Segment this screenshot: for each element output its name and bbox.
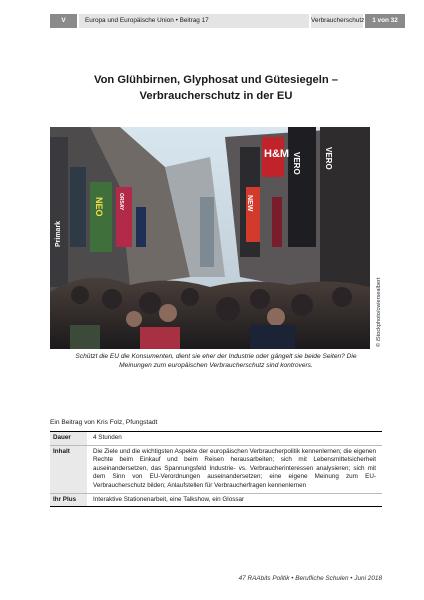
page-title bbox=[50, 72, 382, 104]
topic-label: Verbraucherschutz bbox=[311, 14, 363, 28]
info-row-plus bbox=[50, 493, 382, 507]
caption-line-2: Meinungen zum europäischen Verbraucherschutz sind kontrovers. bbox=[119, 362, 313, 369]
info-value: Die Ziele und die wichtigsten Aspekte der europäischen Verbraucherpolitik kennenlernen; die eigenen Rechte beim Einkauf und beim Reisen herausarbeiten; sich mit Lebensmittelsicherheit auseinandersetzen, das Spannungsfeld Industrie- vs. Verbraucherinteressen analysieren; sich mit dem Sinn von EU-Verordnungen auseinandersetzen; eine eigene Meinung zum EU-Verbraucherschutz bilden; Anlaufstellen für Verbraucherfragen kennenlernen bbox=[93, 447, 376, 489]
info-value: 4 Stunden bbox=[93, 434, 122, 441]
info-key: Inhalt bbox=[50, 446, 87, 493]
info-key: Dauer bbox=[50, 432, 87, 445]
info-value: Interaktive Stationenarbeit, eine Talkshow, ein Glossar bbox=[93, 495, 245, 503]
sign-vero-1: VERO bbox=[292, 152, 301, 175]
author-line: Ein Beitrag von Kris Folz, Pfungstadt bbox=[50, 419, 158, 426]
series-label: Europa und Europäische Union • Beitrag 17 bbox=[79, 14, 309, 28]
page-header bbox=[50, 14, 398, 28]
sign-new: NEW bbox=[246, 195, 253, 212]
title-line-1: Von Glühbirnen, Glyphosat und Gütesiegeln – bbox=[93, 74, 339, 86]
title-line-2: Verbraucherschutz in der EU bbox=[139, 90, 293, 102]
photo-caption bbox=[50, 352, 382, 370]
sign-hm: H&M bbox=[264, 148, 290, 160]
sign-primark: Primark bbox=[55, 220, 62, 247]
photo-credit-text: © iStockphoto/cwiersealbert bbox=[376, 277, 382, 347]
info-row-duration bbox=[50, 432, 382, 445]
section-badge: V bbox=[50, 14, 77, 28]
info-key: Ihr Plus bbox=[50, 494, 87, 507]
caption-line-1: Schützt die EU die Konsumenten, dient sie eher der Industrie oder gängelt sie beide Seiten? Die bbox=[75, 353, 357, 360]
info-row-content bbox=[50, 445, 382, 493]
shopping-street-photo bbox=[50, 127, 370, 349]
photo-credit bbox=[370, 127, 382, 349]
sign-orsay: ORSAY bbox=[118, 193, 124, 211]
page-counter: 1 von 32 bbox=[365, 14, 405, 28]
page-footer: 47 RAAbits Politik • Berufliche Schulen • Juni 2018 bbox=[238, 575, 382, 582]
sign-vero-2: VERO bbox=[324, 147, 333, 170]
info-table bbox=[50, 431, 382, 507]
sign-neo: NEO bbox=[94, 197, 104, 217]
